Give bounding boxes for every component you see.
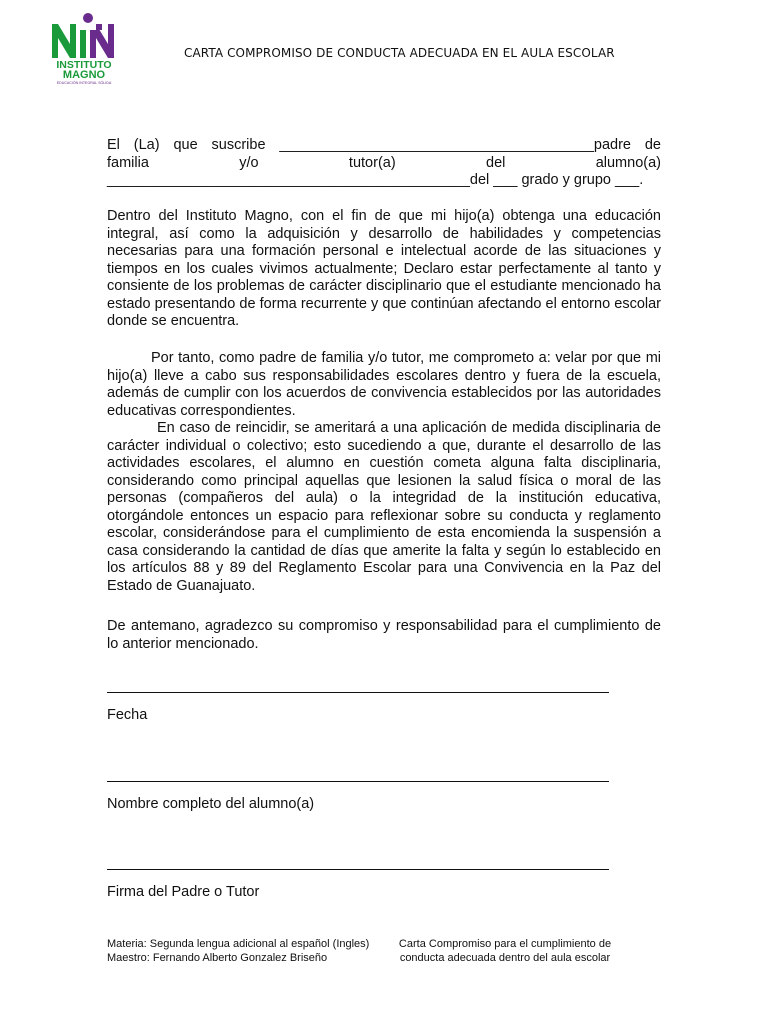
nombre-line[interactable] (107, 781, 609, 782)
footer-right-line-1: Carta Compromiso para el cumplimiento de (398, 938, 612, 950)
footer-materia: Materia: Segunda lengua adicional al español (Ingles) (107, 938, 370, 950)
intro-line-2: familia y/o tutor(a) del alumno(a) (107, 154, 661, 171)
fecha-label: Fecha (107, 707, 148, 723)
fecha-line[interactable] (107, 692, 609, 693)
footer-right-line-2: conducta adecuada dentro del aula escolar (399, 952, 611, 964)
firma-line[interactable] (107, 869, 609, 870)
paragraph-4: De antemano, agradezco su compromiso y responsabilidad para el cumplimiento de lo anterior mencionado. (107, 618, 661, 652)
paragraph-1: Dentro del Instituto Magno, con el fin de que mi hijo(a) obtenga una educación integral, así como la adquisición y desarrollo de habilidades y competencias necesarias para una formación personal e intelectual acorde de las situaciones y tiempos en los cuales vivimos actualmente; Declaro estar perfectamente al tanto y consiente de los problemas de carácter disciplinario que el estudiante mencionado ha estado presentando de forma recurrente y que continúan afectando el entorno escolar donde se encuentra. (107, 208, 661, 329)
logo-text-magno: MAGNO (62, 69, 106, 81)
document-title: CARTA COMPROMISO DE CONDUCTA ADECUADA EN EL AULA ESCOLAR (184, 46, 615, 60)
paragraph-2: Por tanto, como padre de familia y/o tutor, me comprometo a: velar por que mi hijo(a) lleve a cabo sus responsabilidades escolares dentro y fuera de la escuela, además de cumplir con los acuerdos de convivencia establecidos por las autoridades educativas correspondientes. (107, 350, 661, 419)
footer-maestro: Maestro: Fernando Alberto Gonzalez Briseño (107, 952, 328, 964)
logo-text-instituto: INSTITUTO (56, 59, 112, 71)
nombre-label: Nombre completo del alumno(a) (107, 796, 315, 812)
intro-block (107, 137, 661, 190)
intro-line-1: El (La) que suscribe _______________________________________padre de (107, 137, 661, 153)
footer-right (395, 937, 615, 965)
paragraph-3: En caso de reincidir, se ameritará a una aplicación de medida disciplinaria de carácter individual o colectivo; esto sucediendo a que, durante el desarrollo de las actividades escolares, el alumno en cuestión cometa alguna falta disciplinaria, considerando como principal aquellas que lesionen la salud física o moral de las personas (compañeros del aula) o la integridad de la institución educativa, otorgándole entonces un espacio para reflexionar sobre su conducta y reglamento escolar, considerándose para el cumplimiento de esta encomienda la suspensión a casa considerando la cantidad de días que amerite la falta y según lo establecido en los artículos 88 y 89 del Reglamento Escolar para una Convivencia en la Paz del Estado de Guanajuato. (107, 420, 661, 594)
footer-left (107, 937, 369, 965)
logo-tagline: EDUCACIÓN INTEGRAL SÓLIDA (56, 81, 112, 85)
firma-label: Firma del Padre o Tutor (107, 884, 260, 900)
instituto-magno-logo (50, 10, 122, 86)
intro-line-3: _____________________________________________del ___ grado y grupo ___. (107, 172, 644, 188)
